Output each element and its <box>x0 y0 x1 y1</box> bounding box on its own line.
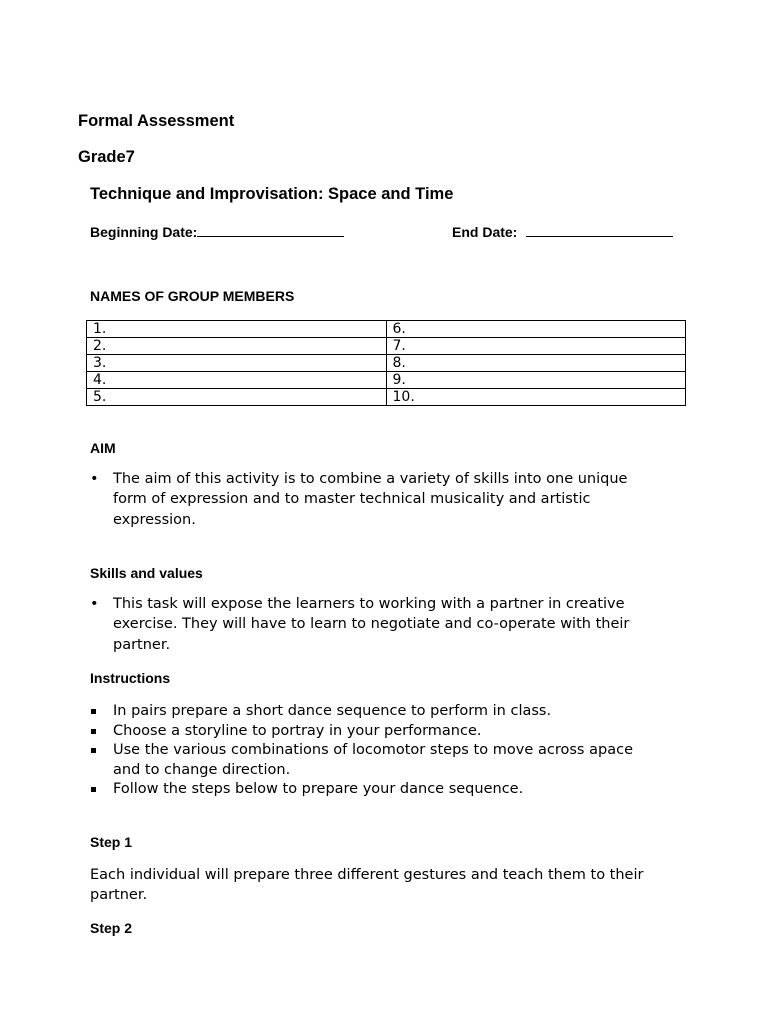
activity-subtitle: Technique and Improvisation: Space and Time <box>90 185 454 203</box>
table-row <box>87 355 686 372</box>
list-item <box>90 702 633 722</box>
square-bullet-icon <box>91 709 96 714</box>
list-item <box>90 594 650 655</box>
list-item <box>90 469 650 530</box>
end-date-line[interactable] <box>526 221 673 237</box>
instruction-text: Choose a storyline to portray in your performance. <box>113 722 482 739</box>
member-name-cell[interactable]: 4. <box>87 372 387 389</box>
member-name-cell[interactable]: 9. <box>386 372 686 389</box>
instruction-text: Follow the steps below to prepare your dance sequence. <box>113 781 524 798</box>
instructions-list <box>90 702 633 800</box>
beginning-date-line[interactable] <box>197 221 344 237</box>
grade-label: Grade7 <box>78 148 135 166</box>
instruction-text: In pairs prepare a short dance sequence to perform in class. <box>113 703 552 719</box>
step1-text: Each individual will prepare three different gestures and teach them to their partner. <box>90 867 644 903</box>
member-name-cell[interactable]: 8. <box>386 355 686 372</box>
table-row <box>87 372 686 389</box>
beginning-date-label: Beginning Date: <box>90 224 198 240</box>
member-name-cell[interactable]: 7. <box>386 338 686 355</box>
bullet-icon: • <box>90 596 99 612</box>
member-name-cell[interactable]: 1. <box>87 321 387 338</box>
group-members-table <box>86 320 686 406</box>
member-name-cell[interactable]: 6. <box>386 321 686 338</box>
member-name-cell[interactable]: 5. <box>87 389 387 406</box>
skills-list <box>90 594 650 655</box>
member-name-cell[interactable]: 3. <box>87 355 387 372</box>
list-item <box>90 780 633 800</box>
square-bullet-icon <box>91 748 96 753</box>
list-item <box>90 722 633 742</box>
member-name-cell[interactable]: 2. <box>87 338 387 355</box>
member-name-cell[interactable]: 10. <box>386 389 686 406</box>
end-date-label: End Date: <box>452 224 518 240</box>
list-item <box>90 741 633 780</box>
skills-text: This task will expose the learners to working with a partner in creative exercise. They will have to learn to negotiate and co-operate with their partner. <box>113 596 630 653</box>
group-members-heading: NAMES OF GROUP MEMBERS <box>90 288 295 304</box>
skills-heading: Skills and values <box>90 565 203 581</box>
aim-text: The aim of this activity is to combine a variety of skills into one unique form of expression and to master technical musicality and artistic expression. <box>113 471 628 528</box>
instruction-text: Use the various combinations of locomotor steps to move across apace and to change direction. <box>113 742 633 778</box>
table-row <box>87 389 686 406</box>
bullet-icon: • <box>90 471 99 487</box>
aim-list <box>90 469 650 530</box>
document-title: Formal Assessment <box>78 112 235 130</box>
table-row <box>87 338 686 355</box>
end-date-field <box>452 221 673 240</box>
square-bullet-icon <box>91 787 96 792</box>
instructions-heading: Instructions <box>90 670 171 686</box>
table-row <box>87 321 686 338</box>
aim-heading: AIM <box>90 440 116 456</box>
step1-heading: Step 1 <box>90 834 133 850</box>
step2-heading: Step 2 <box>90 920 133 936</box>
square-bullet-icon <box>91 729 96 734</box>
beginning-date-field <box>90 221 344 240</box>
